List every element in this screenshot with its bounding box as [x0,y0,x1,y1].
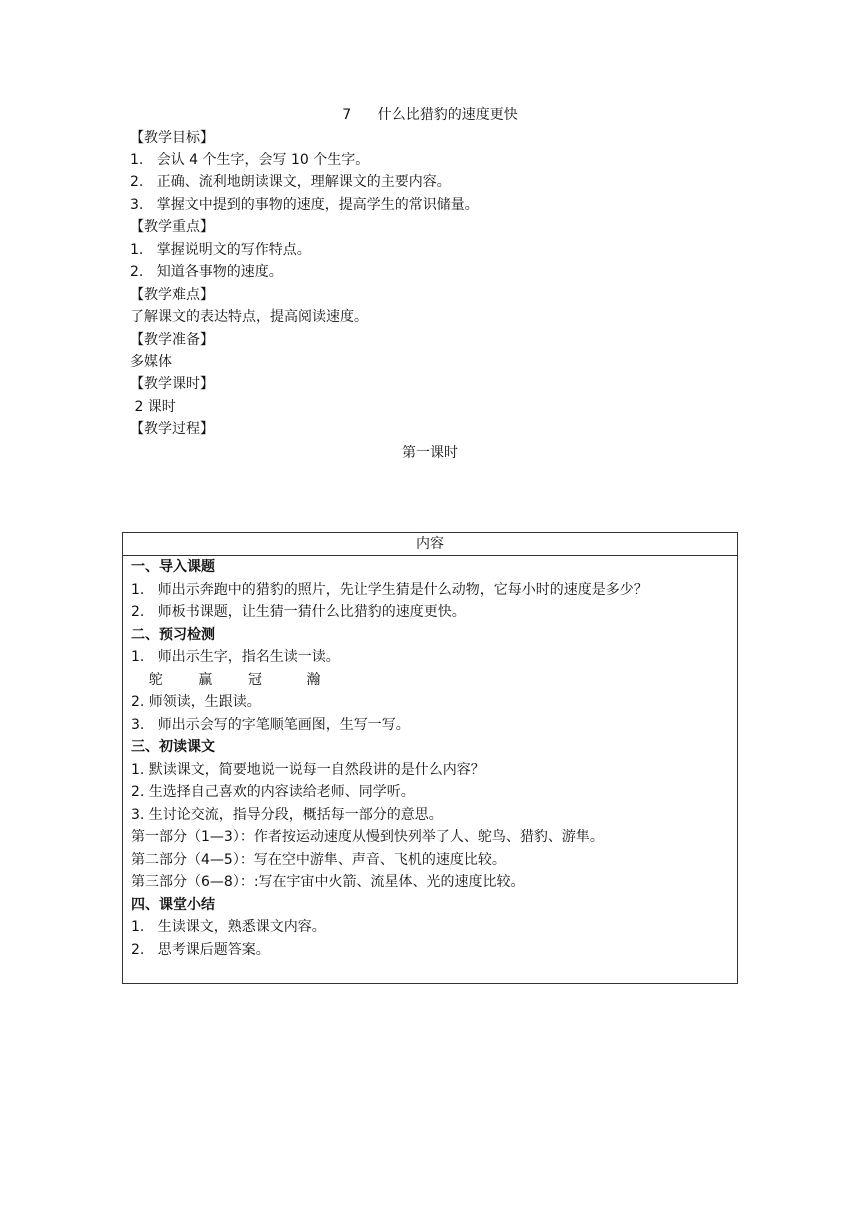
lesson-title: 7 什么比猎豹的速度更快 [342,107,518,123]
goal-item: 3. 掌握文中提到的事物的速度，提高学生的常识储量。 [130,197,479,213]
table-row: 2. 师领读，生跟读。 [131,694,261,710]
hours-text: 2 课时 [130,399,176,415]
key-heading: 【教学重点】 [130,219,214,235]
section-heading: 二、预习检测 [131,626,215,643]
difficult-text: 了解课文的表达特点，提高阅读速度。 [130,309,368,325]
table-row: 1. 默读课文，简要地说一说每一自然段讲的是什么内容？ [131,761,485,778]
table-row: 2. 师板书课题，让生猜一猜什么比猎豹的速度更快。 [131,604,466,620]
section-heading: 三、初读课文 [131,739,215,755]
table-row: 第二部分（4—5）：写在空中游隼、声音、飞机的速度比较。 [131,851,506,868]
table-row: 1. 师出示生字，指名生读一读。 [131,649,340,665]
key-point: 1. 掌握说明文的写作特点。 [130,242,311,258]
table-row: 1. 生读课文，熟悉课文内容。 [131,919,326,935]
table-row: 2. 生选择自己喜欢的内容读给老师、同学听。 [131,784,415,800]
new-characters-row: 鸵 赢 冠 瀚 [131,671,321,688]
table-body [123,556,737,961]
session-title: 第一课时 [402,445,458,461]
key-point: 2. 知道各事物的速度。 [130,264,283,280]
hours-heading: 【教学课时】 [130,376,214,392]
table-header: 内容 [123,533,737,556]
content-table [122,532,738,984]
table-row: 2. 思考课后题答案。 [131,941,270,958]
process-heading: 【教学过程】 [130,421,214,437]
table-row: 第三部分（6—8）：:写在宇宙中火箭、流星体、光的速度比较。 [131,874,525,890]
goal-item: 2. 正确、流利地朗读课文，理解课文的主要内容。 [130,174,451,190]
section-heading: 一、导入课题 [131,559,215,575]
prep-text: 多媒体 [130,354,172,370]
section-heading: 四、课堂小结 [131,896,215,913]
table-row: 第一部分（1—3）：作者按运动速度从慢到快列举了人、鸵鸟、猎豹、游隼。 [131,829,604,845]
table-row: 1. 师出示奔跑中的猎豹的照片，先让学生猜是什么动物，它每小时的速度是多少？ [131,581,648,598]
table-row: 3. 生讨论交流，指导分段，概括每一部分的意思。 [131,806,443,823]
table-row: 3. 师出示会写的字笔顺笔画图，生写一写。 [131,716,410,733]
goal-item: 1. 会认 4 个生字，会写 10 个生字。 [130,152,370,168]
difficult-heading: 【教学难点】 [130,287,214,303]
prep-heading: 【教学准备】 [130,332,214,348]
goals-heading: 【教学目标】 [130,130,214,146]
